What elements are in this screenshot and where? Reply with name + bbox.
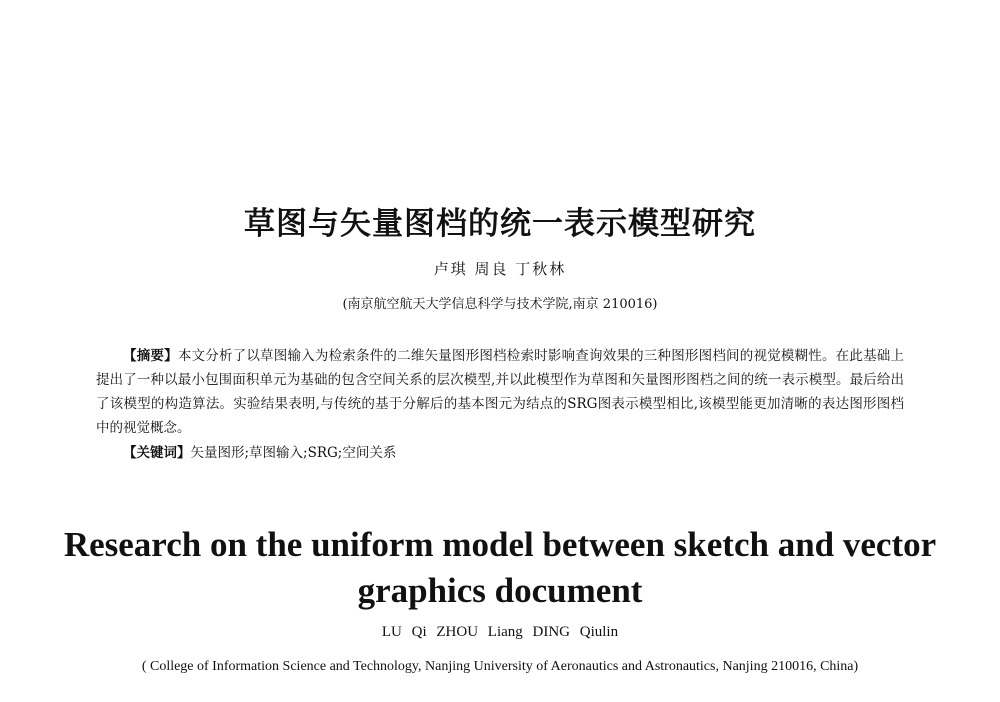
english-title: Research on the uniform model between sketch and vector graphics document — [63, 525, 937, 610]
chinese-authors: 卢琪 周良 丁秋林 — [433, 260, 567, 278]
chinese-title: 草图与矢量图档的统一表示模型研究 — [244, 206, 756, 242]
chinese-keywords — [123, 441, 396, 461]
chinese-affiliation: (南京航空航天大学信息科学与技术学院,南京 210016) — [342, 297, 658, 312]
keywords-text: 矢量图形;草图输入;SRG;空间关系 — [190, 445, 397, 461]
chinese-abstract — [96, 344, 904, 440]
abstract-label: 【摘要】 — [123, 348, 178, 364]
english-affiliation: ( College of Information Science and Technology, Nanjing University of Aeronautics and Astronautics, Nanjing 210016, China) — [141, 659, 859, 674]
keywords-label: 【关键词】 — [123, 445, 191, 461]
abstract-text: 本文分析了以草图输入为检索条件的二维矢量图形图档检索时影响查询效果的三种图形图档间的视觉模糊性。在此基础上提出了一种以最小包围面积单元为基础的包含空间关系的层次模型,并以此模型作为草图和矢量图形图档之间的统一表示模型。最后给出了该模型的构造算法。实验结果表明,与传统的基于分解后的基本图元为结点的SRG图表示模型相比,该模型能更加清晰的表达图形图档中的视觉概念。 — [96, 348, 905, 436]
english-authors: LU Qi ZHOU Liang DING Qiulin — [381, 624, 619, 640]
